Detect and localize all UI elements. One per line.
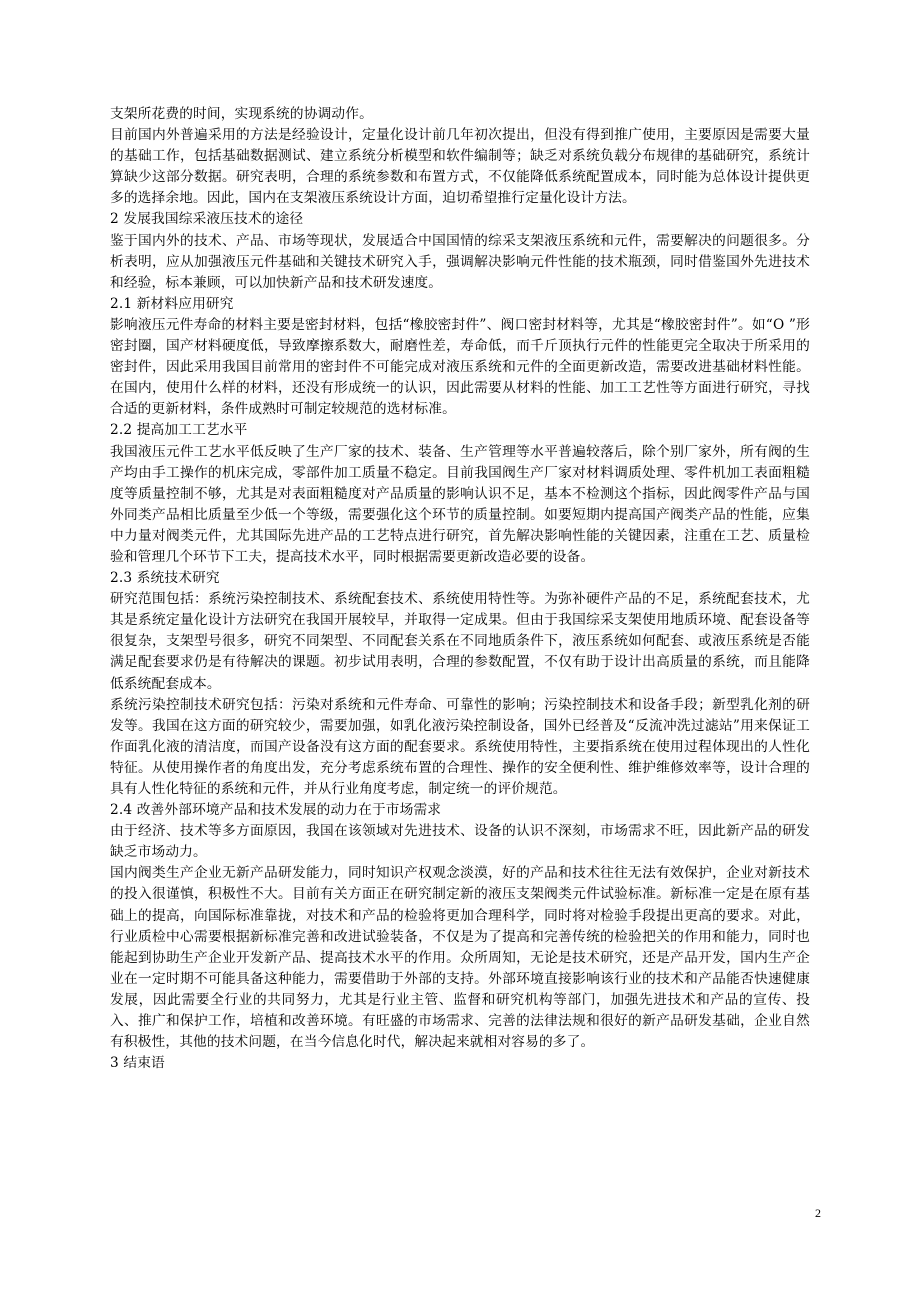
section-heading-2-3: 2.3 系统技术研究: [110, 570, 220, 587]
section-heading-2-4: 2.4 改善外部环境产品和技术发展的动力在于市场需求: [110, 802, 442, 819]
section-heading-2-2: 2.2 提高加工工艺水平: [110, 422, 248, 439]
section-heading-2-1: 2.1 新材料应用研究: [110, 295, 234, 312]
paragraph-development-approach: 鉴于国内外的技术、产品、市场等现状，发展适合中国国情的综采支架液压系统和元件，需要解决的问题很多。分析表明，应从加强液压元件基础和关键技术研究入手，强调解决影响元件性能的技术瓶颈，同时借鉴国外先进技术和经验，标本兼顾，可以加快新产品和技术研发速度。: [110, 232, 810, 291]
paragraph-system-research: 研究范围包括：系统污染控制技术、系统配套技术、系统使用特性等。为弥补硬件产品的不足，系统配套技术，尤其是系统定量化设计方法研究在我国开展较早，并取得一定成果。但由于我国综采支架使用地质环境、配套设备等很复杂，支架型号很多，研究不同架型、不同配套关系在不同地质条件下，液压系统如何配套、或液压系统是否能满足配套要求仍是有待解决的课题。初步试用表明，合理的参数配置，不仅有助于设计出高质量的系统，而且能降低系统配套成本。: [110, 591, 810, 692]
paragraph-new-materials: 影响液压元件寿命的材料主要是密封材料，包括“橡胶密封件”、阀口密封材料等，尤其是“橡胶密封件”。如“O ”形密封圈，国产材料硬度低，导致摩擦系数大，耐磨性差，寿命低，而千斤顶执行元件的性能更完全取决于所采用的密封件，因此采用我国目前常用的密封件不可能完成对液压系统和元件的全面更新改造，需要改进基础材料性能。在国内，使用什么样的材料，还没有形成统一的认识，因此需要从材料的性能、加工工艺性等方面进行研究，寻找合适的更新材料，条件成熟时可制定较规范的选材标准。: [110, 316, 810, 418]
paragraph-external-environment: 国内阀类生产企业无新产品研发能力，同时知识产权观念淡漠，好的产品和技术往往无法有效保护，企业对新技术的投入很谨慎，积极性不大。目前有关方面正在研究制定新的液压支架阀类元件试验标准。新标准一定是在原有基础上的提高，向国际标准靠拢，对技术和产品的检验将更加合理科学，同时将对检验手段提出更高的要求。对此，行业质检中心需要根据新标准完善和改进试验装备，不仅是为了提高和完善传统的检验把关的作用和能力，同时也能起到协助生产企业开发新产品、提高技术水平的作用。众所周知，无论是技术研究，还是产品开发，国内生产企业在一定时期不可能具备这种能力，需要借助于外部的支持。外部环境直接影响该行业的技术和产品能否快速健康发展，因此需要全行业的共同努力，尤其是行业主管、监督和研究机构等部门，加强先进技术和产品的宣传、投入、推广和保护工作，培植和改善环境。有旺盛的市场需求、完善的法律法规和很好的新产品研发基础，企业自然有积极性，其他的技术问题，在当今信息化时代，解决起来就相对容易的多了。: [110, 865, 810, 1051]
paragraph-intro-continuation: 支架所花费的时间，实现系统的协调动作。: [110, 106, 373, 122]
paragraph-design-methods: 目前国内外普遍采用的方法是经验设计，定量化设计前几年初次提出，但没有得到推广使用，主要原因是需要大量的基础工作，包括基础数据测试、建立系统分析模型和软件编制等；缺乏对系统负载分布规律的基础研究，系统计算缺少这部分数据。研究表明，合理的系统参数和布置方式，不仅能降低系统配置成本，同时能为总体设计提供更多的选择余地。因此，国内在支架液压系统设计方面，迫切希望推行定量化设计方法。: [110, 127, 810, 207]
paragraph-processing-level: 我国液压元件工艺水平低反映了生产厂家的技术、装备、生产管理等水平普遍较落后，除个别厂家外，所有阀的生产均由手工操作的机床完成，零部件加工质量不稳定。目前我国阀生产厂家对材料调质处理、零件机加工表面粗糙度等质量控制不够，尤其是对表面粗糙度对产品质量的影响认识不足，基本不检测这个指标，因此阀零件产品与国外同类产品相比质量至少低一个等级，需要强化这个环节的质量控制。如要短期内提高国产阀类产品的性能，应集中力量对阀类元件，尤其国际先进产品的工艺特点进行研究，首先解决影响性能的关键因素，注重在工艺、质量检验和管理几个环节下工夫，提高技术水平，同时根据需要更新改造必要的设备。: [110, 443, 810, 565]
paragraph-market-demand: 由于经济、技术等多方面原因，我国在该领域对先进技术、设备的认识不深刻，市场需求不旺，因此新产品的研发缺乏市场动力。: [110, 823, 810, 861]
paragraph-pollution-control: 系统污染控制技术研究包括：污染对系统和元件寿命、可靠性的影响；污染控制技术和设备手段；新型乳化剂的研发等。我国在这方面的研究较少，需要加强，如乳化液污染控制设备，国外已经普及“反流冲洗过滤站”用来保证工作面乳化液的清洁度，而国产设备没有这方面的配套要求。系统使用特性，主要指系统在使用过程体现出的人性化特征。从使用操作者的角度出发，充分考虑系统布置的合理性、操作的安全便利性、维护维修效率等，设计合理的具有人性化特征的系统和元件，并从行业角度考虑，制定统一的评价规范。: [110, 696, 810, 797]
page-number: 2: [815, 1206, 821, 1220]
section-heading-3: 3 结束语: [110, 1055, 165, 1072]
document-body: [110, 104, 810, 1074]
section-heading-2: 2 发展我国综采液压技术的途径: [110, 211, 304, 228]
